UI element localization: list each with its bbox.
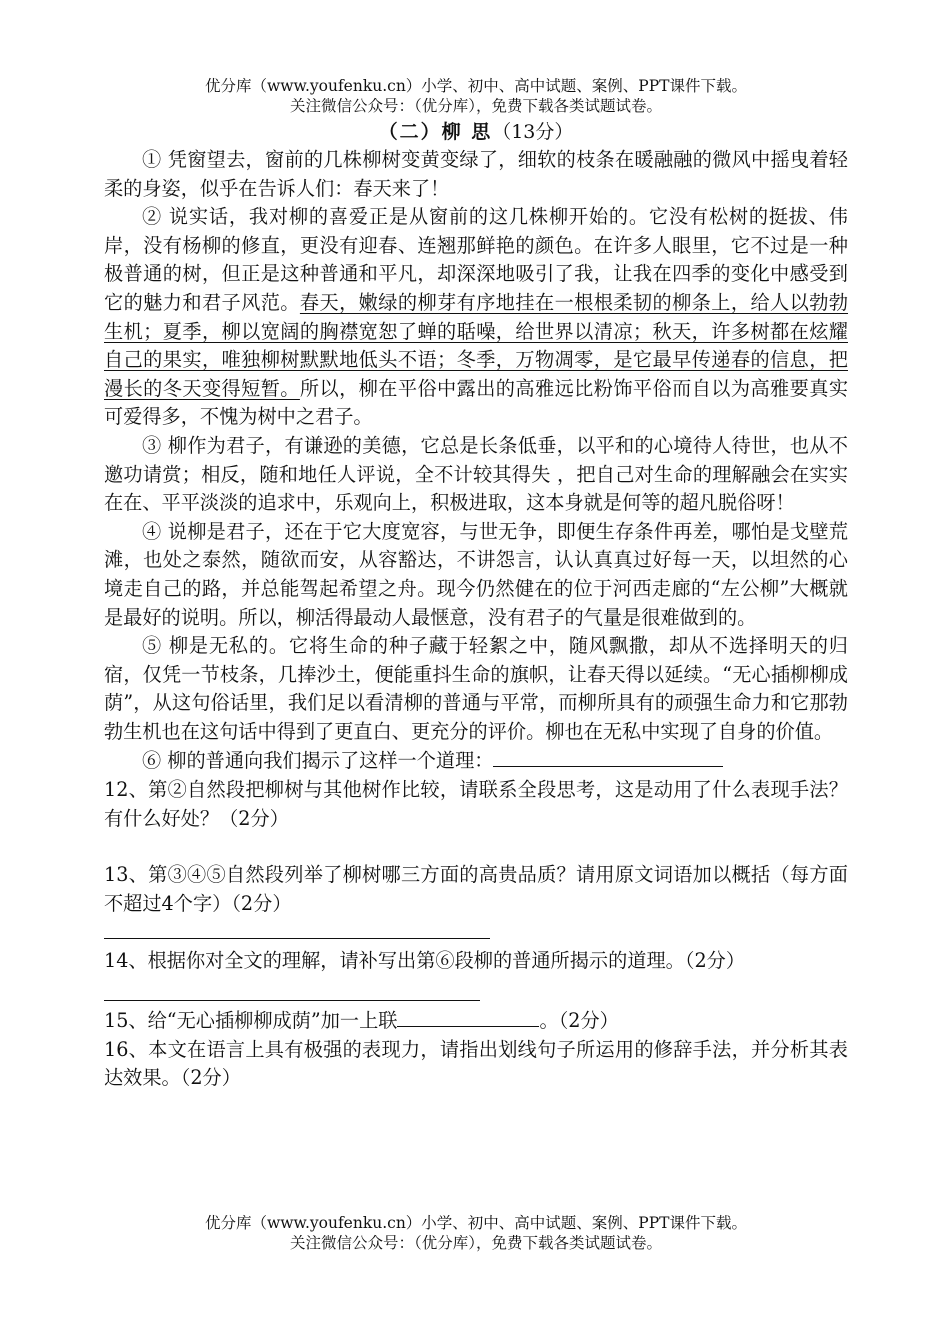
question-15-blank[interactable] (397, 1006, 539, 1027)
header-line-1: 优分库（www.youfenku.cn）小学、初中、高中试题、案例、PPT课件下载。 (204, 77, 748, 95)
question-16: 16、本文在语言上具有极强的表现力，请指出划线句子所运用的修辞手法，并分析其表达效果。（2分） (104, 1037, 848, 1090)
paragraph-6-text: ⑥ 柳的普通向我们揭示了这样一个道理： (142, 749, 494, 773)
paragraph-5: ⑤ 柳是无私的。它将生命的种子藏于轻絮之中，随风飘撒，却从不选择明天的归宿，仅凭一节枝条，几捧沙土，便能重抖生命的旗帜，让春天得以延续。“无心插柳柳成荫”，从这句俗话里，我们足以看清柳的普通与平常，而柳所具有的顽强生命力和它那勃勃生机也在这句话中得到了更直白、更充分的评价。柳也在无私中实现了自身的价值。 (104, 634, 848, 743)
question-13: 13、第③④⑤自然段列举了柳树哪三方面的高贵品质？请用原文词语加以概括（每方面不超过4个字）（2分） (104, 863, 848, 915)
paragraph-2-text: ② 说实话，我对柳的喜爱正是从窗前的这几株柳开始的。它没有松树的挺拔、伟岸，没有杨柳的修直，更没有迎春、连翘那鲜艳的颜色。在许多人眼里，它不过是一种极普通的树，但正是这种普通和平凡，却深深地吸引了我，让我在四季的变化中感受到它的魅力和君子风范。 (104, 205, 848, 314)
footer-line-1: 优分库（www.youfenku.cn）小学、初中、高中试题、案例、PPT课件下载。 (204, 1214, 748, 1232)
paragraph-2 (104, 203, 848, 432)
paragraph-6 (104, 746, 848, 776)
paragraph-2-conclusion: 所以，柳在平俗中露出的高雅远比粉饰平俗而自以为高雅要真实可爱得多，不愧为树中之君子。 (104, 376, 849, 429)
document-page (104, 0, 848, 1093)
paragraph-1: ① 凭窗望去，窗前的几株柳树变黄变绿了，细软的枝条在暖融融的微风中摇曳着轻柔的身姿，似乎在告诉人们：春天来了！ (104, 148, 848, 200)
question-14: 14、根据你对全文的理解，请补写出第⑥段柳的普通所揭示的道理。（2分） (104, 949, 746, 973)
question-15-score: 。（2分） (539, 1009, 619, 1033)
section-title-score: （13分） (492, 121, 574, 143)
question-15-text: 15、给“无心插柳柳成荫”加一上联 (104, 1009, 398, 1033)
header-line-2: 关注微信公众号：（优分库），免费下载各类试题试卷。 (289, 97, 662, 115)
paragraph-4: ④ 说柳是君子，还在于它大度宽容，与世无争，即便生存条件再差，哪怕是戈壁荒滩，也处之泰然，随欲而安，从容豁达，不讲怨言，认认真真过好每一天，以坦然的心境走自己的路，并总能驾起希望之舟。现今仍然健在的位于河西走廊的“左公柳”大概就是最好的说明。所以，柳活得最动人最惬意，没有君子的气量是很难做到的。 (104, 519, 848, 629)
paragraph-6-blank[interactable] (493, 746, 723, 767)
question-15 (104, 1006, 848, 1036)
section-title (104, 118, 848, 146)
footer-line-2: 关注微信公众号：（优分库），免费下载各类试题试卷。 (289, 1234, 662, 1252)
footer (104, 1213, 848, 1253)
section-title-label: （二）柳 思 (378, 121, 493, 143)
paragraph-3: ③ 柳作为君子，有谦逊的美德，它总是长条低垂，以平和的心境待人待世，也从不邀功请赏；相反，随和地任人评说，全不计较其得失 ，把自己对生命的理解融会在实实在在、平平淡淡的追求中，乐观向上，积极进取，这本身就是何等的超凡脱俗呀！ (104, 433, 848, 515)
answer-space-12[interactable] (104, 833, 848, 861)
underlined-sentence: 春天，嫩绿的柳芽有序地挂在一根根柔韧的柳条上，给人以勃勃生机；夏季，柳以宽阔的胸襟宽恕了蝉的聒噪，给世界以清凉；秋天，许多树都在炫耀自己的果实，唯独柳树默默地低头不语；冬季，万物凋零，是它最早传递春的信息，把漫长的冬天变得短暂。 (104, 290, 849, 400)
question-12: 12、第②自然段把柳树与其他树作比较，请联系全段思考，这是动用了什么表现手法？有什么好处？（2分） (104, 778, 848, 830)
